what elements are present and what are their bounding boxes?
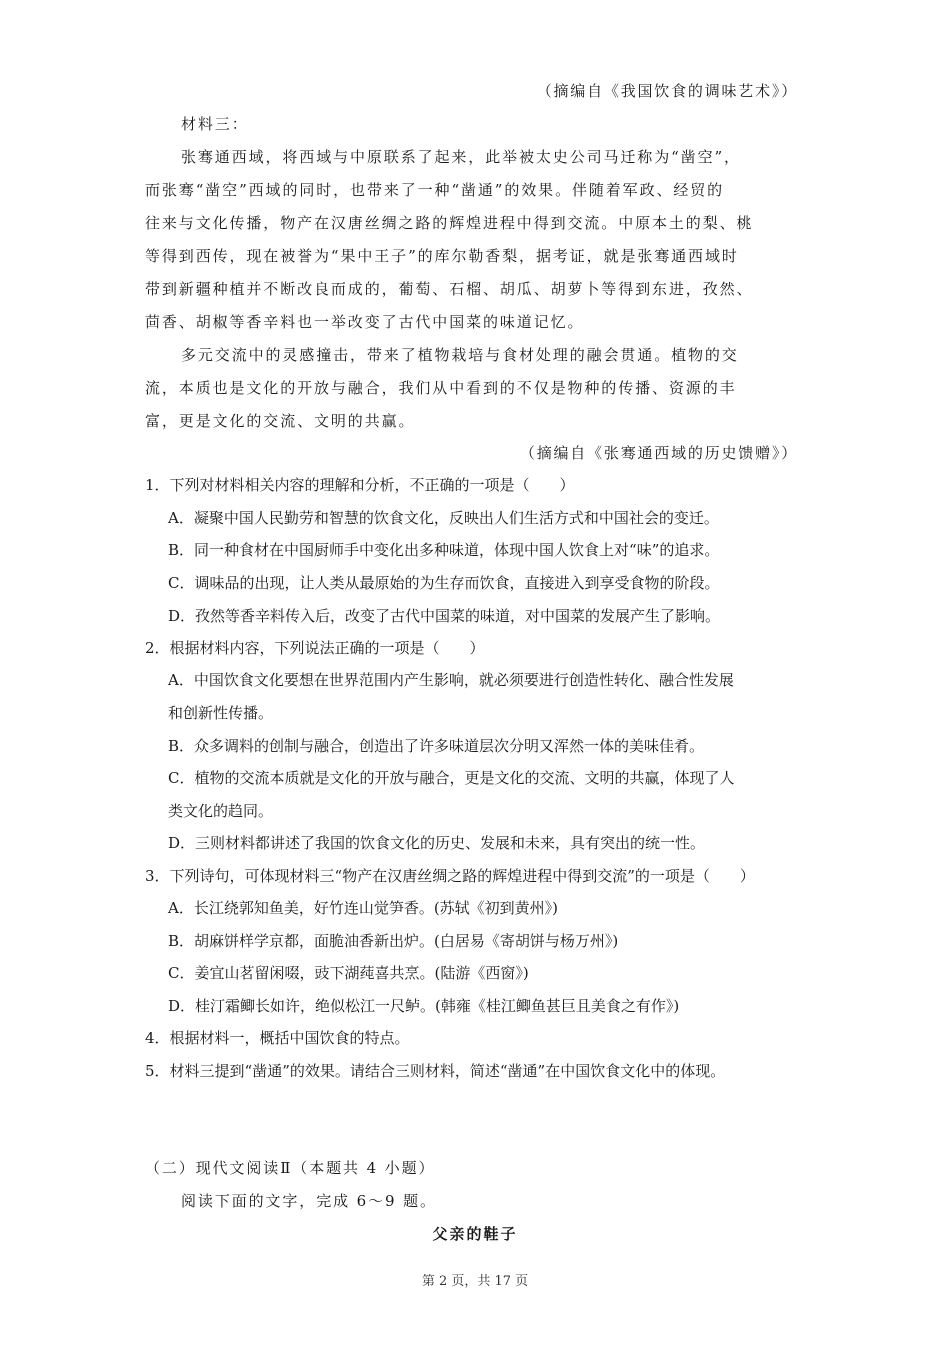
source-citation-2: （摘编自《张骞通西域的历史馈赠》） — [519, 444, 798, 462]
material-three-line: 往来与文化传播，物产在汉唐丝绸之路的辉煌进程中得到交流。中原本土的梨、桃 — [145, 214, 754, 232]
section-instruction: 阅读下面的文字，完成 6～9 题。 — [181, 1192, 437, 1210]
section-heading: （二）现代文阅读Ⅱ（本题共 4 小题） — [145, 1159, 436, 1177]
question-2-option-a: A．中国饮食文化要想在世界范围内产生影响，就必须要进行创造性转化、融合性发展 — [168, 671, 734, 689]
question-3-option-c: C．姜宜山茗留闲啜，豉下湖莼喜共烹。(陆游《西窗》) — [168, 964, 529, 982]
question-3-stem: 3．下列诗句，可体现材料三“物产在汉唐丝绸之路的辉煌进程中得到交流”的一项是（ ） — [145, 867, 755, 885]
question-3-option-d: D．桂汀霜鲫长如许，绝似松江一尺鲈。(韩雍《桂江鲫鱼甚巨且美食之有作》) — [168, 997, 680, 1015]
question-1-option-b: B．同一种食材在中国厨师手中变化出多种味道，体现中国人饮食上对“味”的追求。 — [168, 541, 720, 559]
material-three-line: 多元交流中的灵感撞击，带来了植物栽培与食材处理的融会贯通。植物的交 — [181, 346, 739, 364]
question-2-option-a-cont: 和创新性传播。 — [168, 704, 274, 722]
question-2-option-d: D．三则材料都讲述了我国的饮食文化的历史、发展和未来，具有突出的统一性。 — [168, 834, 706, 852]
material-three-line: 富，更是文化的交流、文明的共赢。 — [145, 412, 416, 430]
question-2-stem: 2．根据材料内容，下列说法正确的一项是（ ） — [145, 639, 485, 657]
material-three-line: 流，本质也是文化的开放与融合，我们从中看到的不仅是物种的传播、资源的丰 — [145, 379, 737, 397]
question-2-option-b: B．众多调料的创制与融合，创造出了许多味道层次分明又浑然一体的美味佳肴。 — [168, 737, 705, 755]
material-three-line: 等得到西传，现在被誉为“果中王子”的库尔勒香梨，据考证，就是张骞通西域时 — [145, 247, 739, 265]
source-citation-1: （摘编自《我国饮食的调味艺术》） — [536, 82, 798, 100]
question-2-option-c-cont: 类文化的趋同。 — [168, 802, 274, 820]
material-three-line: 茴香、胡椒等香辛料也一举改变了古代中国菜的味道记忆。 — [145, 313, 585, 331]
material-three-line: 带到新疆种植并不断改良而成的，葡萄、石榴、胡瓜、胡萝卜等得到东进，孜然、 — [145, 280, 754, 298]
page-footer: 第 2 页，共 17 页 — [421, 1274, 529, 1289]
material-three-line: 张骞通西域，将西域与中原联系了起来，此举被太史公司马迁称为“凿空”， — [181, 148, 741, 166]
question-3-option-b: B．胡麻饼样学京都，面脆油香新出炉。(白居易《寄胡饼与杨万州》) — [168, 932, 619, 950]
material-three-heading: 材料三： — [181, 115, 249, 133]
question-1-stem: 1．下列对材料相关内容的理解和分析，不正确的一项是（ ） — [145, 476, 575, 494]
question-3-option-a: A．长江绕郭知鱼美，好竹连山觉笋香。(苏轼《初到黄州》) — [168, 899, 559, 917]
question-5-stem: 5．材料三提到“凿通”的效果。请结合三则材料，简述“凿通”在中国饮食文化中的体现。 — [145, 1062, 726, 1080]
question-1-option-a: A．凝聚中国人民勤劳和智慧的饮食文化，反映出人们生活方式和中国社会的变迁。 — [168, 509, 719, 527]
question-1-option-d: D．孜然等香辛料传入后，改变了古代中国菜的味道，对中国菜的发展产生了影响。 — [168, 607, 721, 625]
passage-title: 父亲的鞋子 — [432, 1225, 518, 1243]
question-1-option-c: C．调味品的出现，让人类从最原始的为生存而饮食，直接进入到享受食物的阶段。 — [168, 574, 720, 592]
question-2-option-c: C．植物的交流本质就是文化的开放与融合，更是文化的交流、文明的共赢，体现了人 — [168, 769, 735, 787]
question-4-stem: 4．根据材料一，概括中国饮食的特点。 — [145, 1029, 410, 1047]
material-three-line: 而张骞“凿空”西域的同时，也带来了一种“凿通”的效果。伴随着军政、经贸的 — [145, 181, 725, 199]
